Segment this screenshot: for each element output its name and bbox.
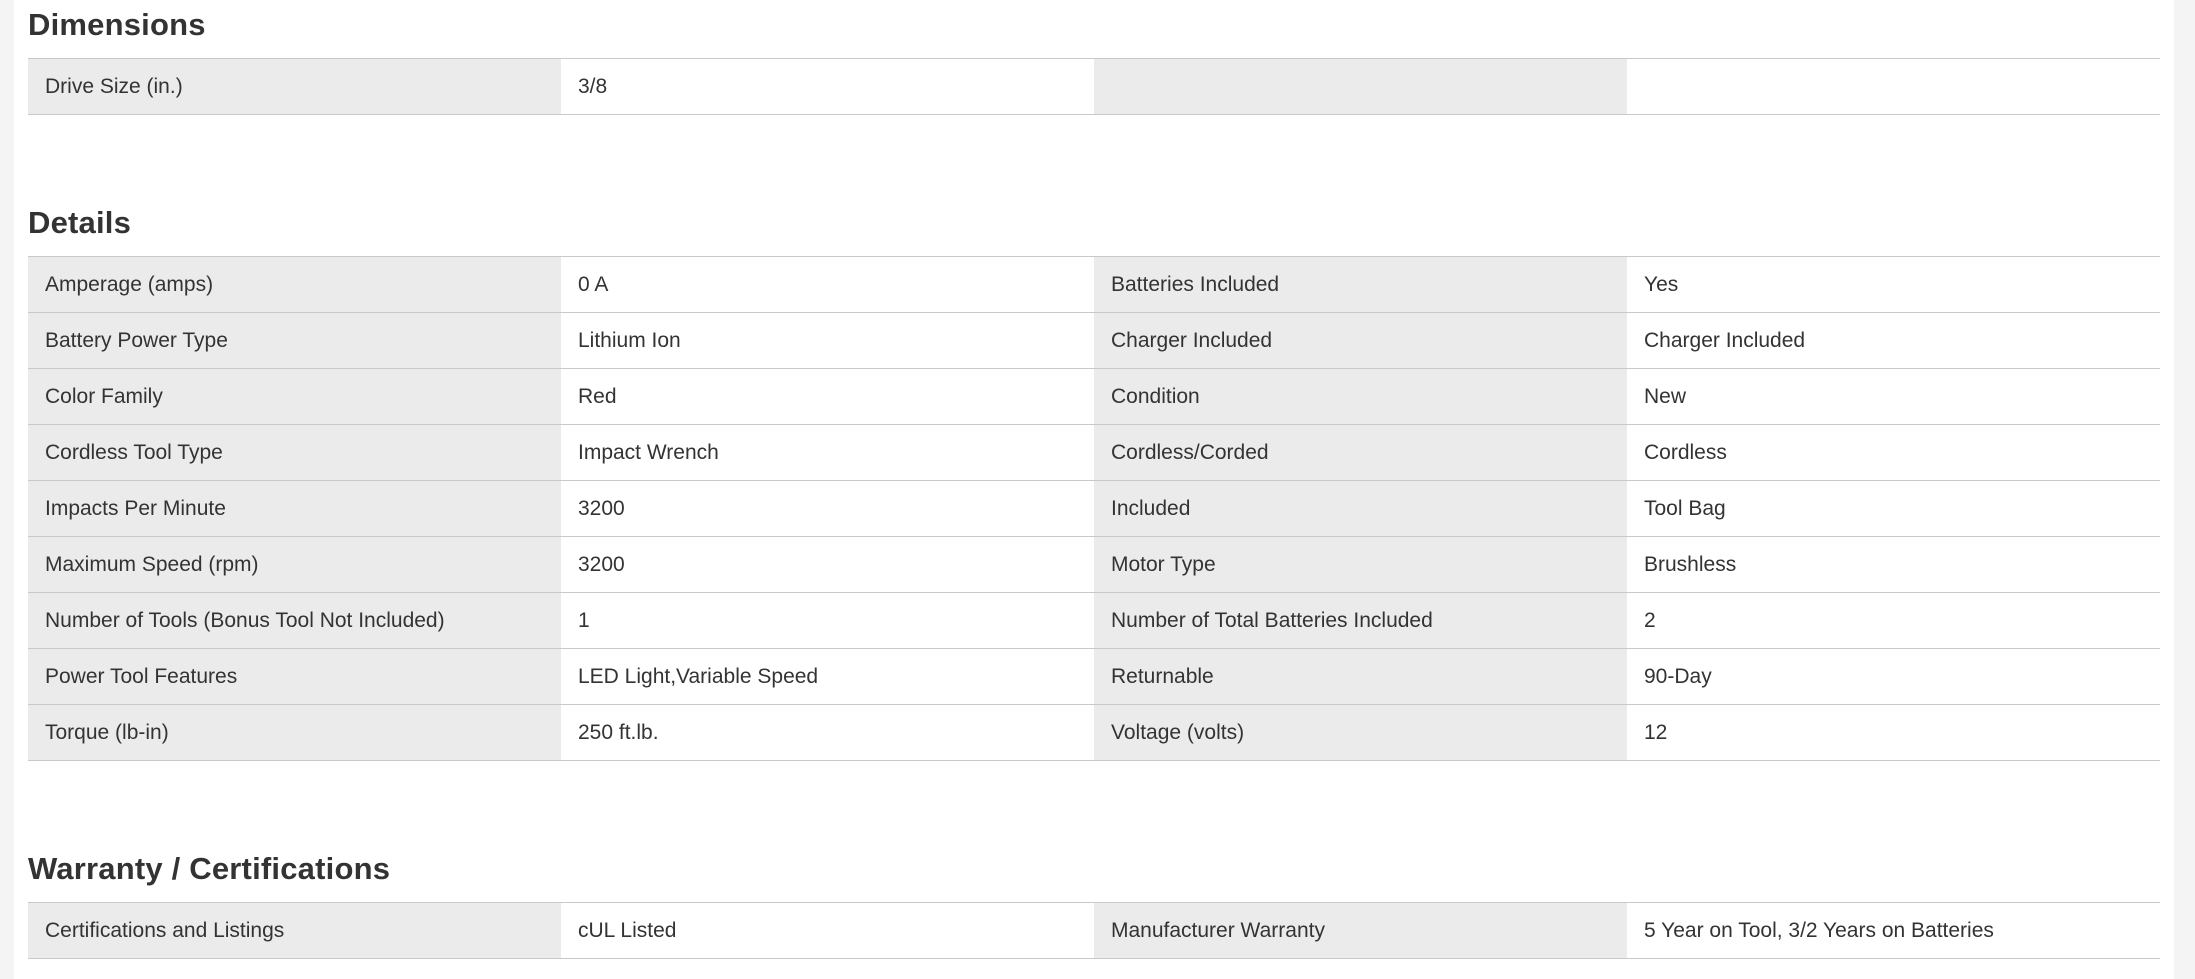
- spec-value: 1: [561, 593, 1094, 649]
- spec-label: Drive Size (in.): [28, 59, 561, 115]
- spec-label: Maximum Speed (rpm): [28, 537, 561, 593]
- spec-row: [28, 537, 2160, 593]
- spec-row: [28, 705, 2160, 761]
- spec-value: Lithium Ion: [561, 313, 1094, 369]
- spec-row: [28, 481, 2160, 537]
- spec-value: 3200: [561, 537, 1094, 593]
- spec-value: Cordless: [1627, 425, 2160, 481]
- section-title-dimensions: Dimensions: [28, 7, 206, 42]
- specifications-card: [14, 0, 2174, 979]
- spec-value: cUL Listed: [561, 903, 1094, 959]
- section-dimensions: [28, 6, 2160, 115]
- spec-row: [28, 369, 2160, 425]
- spec-label: Returnable: [1094, 649, 1627, 705]
- spec-label: Motor Type: [1094, 537, 1627, 593]
- spec-row: [28, 425, 2160, 481]
- spec-value: 3/8: [561, 59, 1094, 115]
- section-title-details: Details: [28, 205, 132, 240]
- spec-value: 0 A: [561, 257, 1094, 313]
- spec-value: 12: [1627, 705, 2160, 761]
- spec-label: Amperage (amps): [28, 257, 561, 313]
- spec-row: [28, 593, 2160, 649]
- section-details: [28, 204, 2160, 761]
- spec-label: [1094, 59, 1627, 115]
- spec-value: Brushless: [1627, 537, 2160, 593]
- spec-value: New: [1627, 369, 2160, 425]
- spec-label: Power Tool Features: [28, 649, 561, 705]
- spec-label: Number of Tools (Bonus Tool Not Included): [28, 593, 561, 649]
- spec-value: 3200: [561, 481, 1094, 537]
- spec-row: [28, 903, 2160, 959]
- spec-value: 250 ft.lb.: [561, 705, 1094, 761]
- spec-label: Condition: [1094, 369, 1627, 425]
- section-warranty-certifications: [28, 850, 2160, 959]
- spec-label: Number of Total Batteries Included: [1094, 593, 1627, 649]
- spec-label: Color Family: [28, 369, 561, 425]
- spec-row: [28, 649, 2160, 705]
- details-spec-table: [28, 256, 2160, 761]
- spec-value: [1627, 59, 2160, 115]
- spec-label: Included: [1094, 481, 1627, 537]
- spec-value: Tool Bag: [1627, 481, 2160, 537]
- spec-label: Certifications and Listings: [28, 903, 561, 959]
- spec-value: 5 Year on Tool, 3/2 Years on Batteries: [1627, 903, 2160, 959]
- spec-label: Manufacturer Warranty: [1094, 903, 1627, 959]
- spec-value: Impact Wrench: [561, 425, 1094, 481]
- spec-value: LED Light,Variable Speed: [561, 649, 1094, 705]
- spec-label: Batteries Included: [1094, 257, 1627, 313]
- spec-label: Cordless/Corded: [1094, 425, 1627, 481]
- spec-value: 2: [1627, 593, 2160, 649]
- spec-value: 90-Day: [1627, 649, 2160, 705]
- dimensions-spec-table: [28, 58, 2160, 115]
- spec-label: Battery Power Type: [28, 313, 561, 369]
- warranty-spec-table: [28, 902, 2160, 959]
- spec-label: Cordless Tool Type: [28, 425, 561, 481]
- spec-row: [28, 59, 2160, 115]
- spec-label: Torque (lb-in): [28, 705, 561, 761]
- spec-label: Charger Included: [1094, 313, 1627, 369]
- spec-value: Red: [561, 369, 1094, 425]
- section-title-warranty-certifications: Warranty / Certifications: [28, 851, 391, 886]
- spec-label: Voltage (volts): [1094, 705, 1627, 761]
- spec-row: [28, 313, 2160, 369]
- spec-value: Yes: [1627, 257, 2160, 313]
- spec-value: Charger Included: [1627, 313, 2160, 369]
- spec-row: [28, 257, 2160, 313]
- spec-label: Impacts Per Minute: [28, 481, 561, 537]
